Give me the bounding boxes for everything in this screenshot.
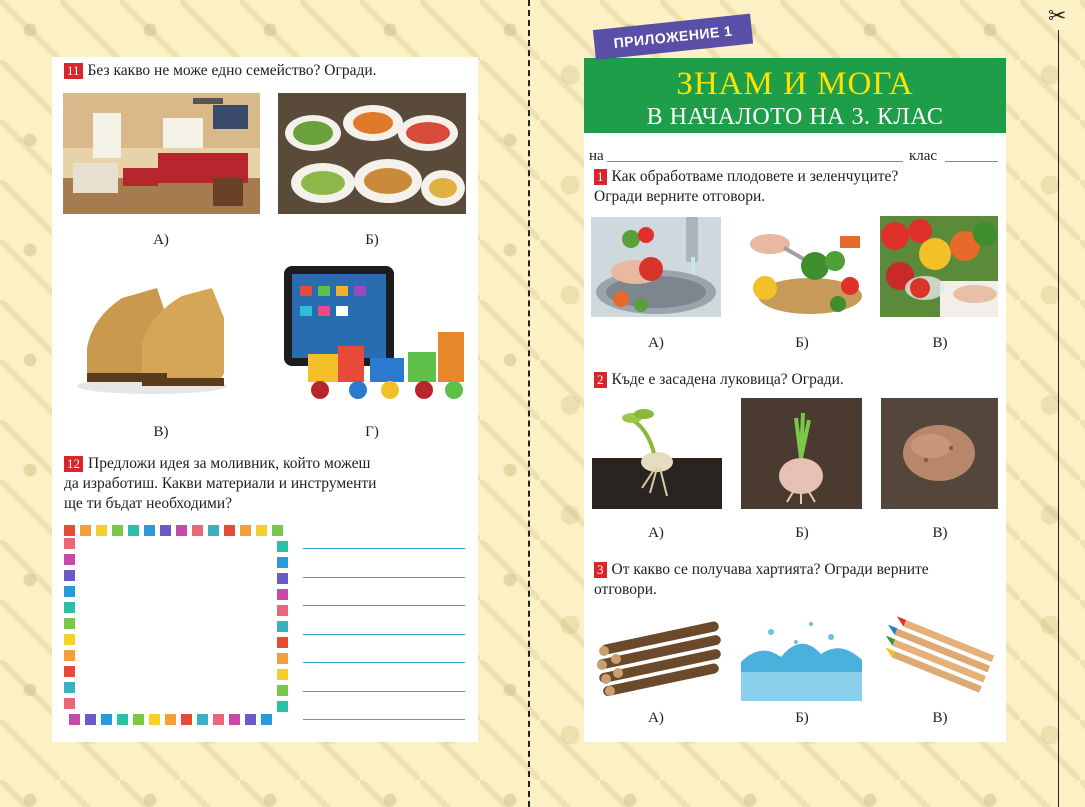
frame-square (277, 653, 288, 664)
photo-peppers-in-shop (880, 216, 998, 317)
photo-sprouting-bulb (741, 398, 862, 509)
question-text: Без какво не може едно семейство? Огради. (87, 62, 377, 79)
option-b: Б) (365, 232, 379, 248)
class-line[interactable] (945, 161, 998, 162)
frame-square (112, 525, 123, 536)
frame-square (80, 525, 91, 536)
frame-square (133, 714, 144, 725)
frame-square (224, 525, 235, 536)
question-line: Огради верните отговори. (594, 188, 766, 205)
page-subtitle: В НАЧАЛОТО НА 3. КЛАС (646, 104, 944, 130)
frame-square (197, 714, 208, 725)
frame-square (64, 554, 75, 565)
appendix-tag: ПРИЛОЖЕНИЕ 1 (593, 14, 753, 60)
answer-line[interactable] (303, 577, 465, 578)
photo-living-room (63, 93, 260, 214)
option-a: А) (648, 525, 664, 541)
option-a: А) (648, 710, 664, 726)
frame-square (277, 685, 288, 696)
question-number-badge: 11 (64, 63, 83, 79)
frame-square (64, 538, 75, 549)
option-c: В) (932, 335, 948, 351)
option-b: Б) (795, 710, 809, 726)
question-line: да изработиш. Какви материали и инструменти (64, 475, 377, 492)
option-d: Г) (365, 424, 379, 440)
option-c: В) (153, 424, 169, 440)
page-title: ЗНАМ И МОГА (676, 66, 914, 102)
question-number-badge: 3 (594, 562, 607, 578)
answer-line[interactable] (303, 719, 465, 720)
frame-square (64, 666, 75, 677)
answer-line[interactable] (303, 662, 465, 663)
frame-square (277, 701, 288, 712)
question-2 (594, 370, 1004, 390)
question-number-badge: 12 (64, 456, 83, 472)
question-line: Предложи идея за моливник, който можеш (88, 455, 371, 472)
frame-square (277, 669, 288, 680)
frame-square (277, 573, 288, 584)
page-fold-line (528, 0, 530, 807)
frame-square (213, 714, 224, 725)
frame-square (208, 525, 219, 536)
frame-square (69, 714, 80, 725)
class-label: клас (909, 148, 938, 164)
frame-square (181, 714, 192, 725)
photo-wood-logs (590, 603, 730, 701)
frame-square (64, 682, 75, 693)
frame-square (64, 698, 75, 709)
photo-tablet-and-toy-train (278, 262, 470, 410)
frame-square (149, 714, 160, 725)
frame-square (64, 650, 75, 661)
frame-square (240, 525, 251, 536)
question-number-badge: 1 (594, 169, 607, 185)
question-line: отговори. (594, 581, 657, 598)
photo-sprouting-seed (592, 398, 722, 509)
name-prefix-label: на (589, 148, 604, 164)
question-number-badge: 2 (594, 372, 607, 388)
frame-square (160, 525, 171, 536)
frame-square (277, 541, 288, 552)
option-a: А) (153, 232, 169, 248)
frame-square (64, 525, 75, 536)
frame-square (229, 714, 240, 725)
frame-square (117, 714, 128, 725)
question-text: Къде е засадена луковица? Огради. (611, 371, 844, 388)
photo-boots (72, 278, 232, 396)
frame-square (101, 714, 112, 725)
frame-square (277, 637, 288, 648)
photo-food-table (278, 93, 466, 214)
cut-line (1058, 30, 1059, 807)
frame-square (64, 618, 75, 629)
frame-square (176, 525, 187, 536)
answer-line[interactable] (303, 634, 465, 635)
photo-potato-in-soil (881, 398, 998, 509)
photo-washing-vegetables (591, 217, 721, 317)
frame-square (165, 714, 176, 725)
question-line: От какво се получава хартията? Огради верните (611, 561, 929, 578)
frame-square (192, 525, 203, 536)
option-a: А) (648, 335, 664, 351)
frame-square (64, 570, 75, 581)
frame-square (261, 714, 272, 725)
frame-square (256, 525, 267, 536)
frame-square (64, 586, 75, 597)
name-line[interactable] (607, 161, 903, 162)
photo-water-splash (741, 602, 862, 701)
drawing-frame[interactable] (64, 525, 288, 725)
question-3 (594, 560, 1004, 600)
frame-square (245, 714, 256, 725)
question-11 (64, 61, 474, 81)
frame-square (277, 589, 288, 600)
frame-square (277, 621, 288, 632)
answer-line[interactable] (303, 605, 465, 606)
question-line: ще ти бъдат необходими? (64, 495, 233, 512)
question-1 (594, 167, 1004, 207)
frame-square (96, 525, 107, 536)
frame-square (277, 605, 288, 616)
frame-square (144, 525, 155, 536)
photo-cutting-vegetables (740, 216, 863, 317)
option-b: Б) (795, 525, 809, 541)
option-c: В) (932, 710, 948, 726)
scissors-icon: ✂ (1048, 4, 1067, 29)
answer-line[interactable] (303, 548, 465, 549)
option-b: Б) (795, 335, 809, 351)
answer-line[interactable] (303, 691, 465, 692)
photo-colored-pencils (880, 610, 998, 702)
option-c: В) (932, 525, 948, 541)
frame-square (85, 714, 96, 725)
frame-square (277, 557, 288, 568)
frame-square (64, 634, 75, 645)
frame-square (272, 525, 283, 536)
title-banner (584, 58, 1006, 133)
frame-square (128, 525, 139, 536)
question-12 (64, 454, 474, 514)
question-line: Как обработваме плодовете и зеленчуците? (611, 168, 899, 185)
frame-square (64, 602, 75, 613)
